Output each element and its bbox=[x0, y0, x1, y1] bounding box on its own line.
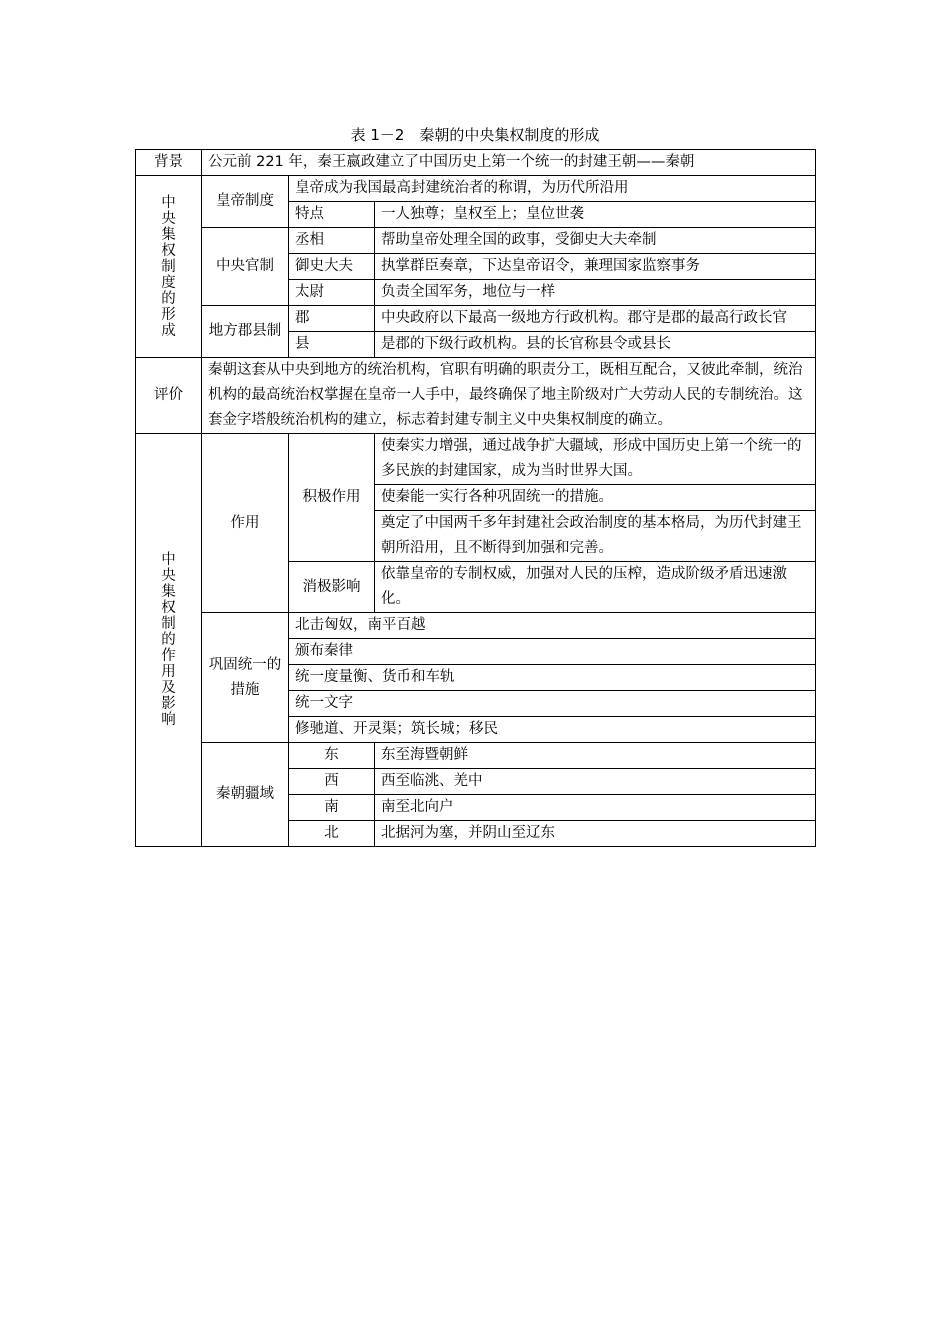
evaluation-label: 评价 bbox=[136, 358, 202, 434]
table-row bbox=[136, 434, 816, 485]
central-text: 帮助皇帝处理全国的政事，受御史大夫牵制 bbox=[375, 228, 816, 254]
role-label: 作用 bbox=[202, 434, 289, 613]
central-text: 负责全国军务，地位与一样 bbox=[375, 280, 816, 306]
emperor-feature-label: 特点 bbox=[289, 202, 375, 228]
emperor-feature-text: 一人独尊；皇权至上；皇位世袭 bbox=[375, 202, 816, 228]
local-name: 县 bbox=[289, 332, 375, 358]
territory-text: 西至临洮、羌中 bbox=[375, 769, 816, 795]
territory-text: 南至北向户 bbox=[375, 795, 816, 821]
negative-label: 消极影响 bbox=[289, 562, 375, 613]
table-row bbox=[136, 176, 816, 202]
system-label-cell bbox=[136, 176, 202, 358]
table-title: 表 1－2 秦朝的中央集权制度的形成 bbox=[350, 126, 600, 144]
positive-label: 积极作用 bbox=[289, 434, 375, 562]
negative-text: 依靠皇帝的专制权威，加强对人民的压榨，造成阶级矛盾迅速激化。 bbox=[375, 562, 816, 613]
local-label: 地方郡县制 bbox=[202, 306, 289, 358]
measure-item: 统一度量衡、货币和车轨 bbox=[289, 665, 816, 691]
measure-item: 统一文字 bbox=[289, 691, 816, 717]
territory-text: 北据河为塞，并阴山至辽东 bbox=[375, 821, 816, 847]
impact-label: 中央集权制的作用及影响 bbox=[161, 552, 176, 728]
local-name: 郡 bbox=[289, 306, 375, 332]
evaluation-text: 秦朝这套从中央到地方的统治机构，官职有明确的职责分工，既相互配合，又彼此牵制，统治机构的最高统治权掌握在皇帝一人手中，最终确保了地主阶级对广大劳动人民的专制统治。这套金字塔般统治机构的建立，标志着封建专制主义中央集权制度的确立。 bbox=[202, 358, 816, 434]
emperor-label: 皇帝制度 bbox=[202, 176, 289, 228]
positive-item: 奠定了中国两千多年封建社会政治制度的基本格局，为历代封建王朝所沿用，且不断得到加强和完善。 bbox=[375, 511, 816, 562]
background-label: 背景 bbox=[136, 150, 202, 176]
central-name: 御史大夫 bbox=[289, 254, 375, 280]
table-row bbox=[136, 358, 816, 434]
measures-label: 巩固统一的措施 bbox=[202, 613, 289, 743]
central-text: 执掌群臣奏章，下达皇帝诏令，兼理国家监察事务 bbox=[375, 254, 816, 280]
qin-centralization-table bbox=[135, 149, 816, 847]
central-label: 中央官制 bbox=[202, 228, 289, 306]
territory-label: 秦朝疆域 bbox=[202, 743, 289, 847]
table-row bbox=[136, 150, 816, 176]
table-row bbox=[136, 306, 816, 332]
background-text: 公元前 221 年，秦王嬴政建立了中国历史上第一个统一的封建王朝——秦朝 bbox=[202, 150, 816, 176]
table-row bbox=[136, 228, 816, 254]
central-name: 太尉 bbox=[289, 280, 375, 306]
measure-item: 北击匈奴，南平百越 bbox=[289, 613, 816, 639]
territory-dir: 东 bbox=[289, 743, 375, 769]
table-row bbox=[136, 613, 816, 639]
territory-dir: 西 bbox=[289, 769, 375, 795]
positive-item: 使秦实力增强，通过战争扩大疆域，形成中国历史上第一个统一的多民族的封建国家，成为当时世界大国。 bbox=[375, 434, 816, 485]
emperor-desc: 皇帝成为我国最高封建统治者的称谓，为历代所沿用 bbox=[289, 176, 816, 202]
impact-label-cell bbox=[136, 434, 202, 847]
central-name: 丞相 bbox=[289, 228, 375, 254]
local-text: 是郡的下级行政机构。县的长官称县令或县长 bbox=[375, 332, 816, 358]
territory-dir: 南 bbox=[289, 795, 375, 821]
local-text: 中央政府以下最高一级地方行政机构。郡守是郡的最高行政长官 bbox=[375, 306, 816, 332]
positive-item: 使秦能一实行各种巩固统一的措施。 bbox=[375, 485, 816, 511]
system-label: 中央集权制度的形成 bbox=[161, 194, 176, 339]
table-row bbox=[136, 743, 816, 769]
measure-item: 颁布秦律 bbox=[289, 639, 816, 665]
measure-item: 修驰道、开灵渠；筑长城；移民 bbox=[289, 717, 816, 743]
territory-dir: 北 bbox=[289, 821, 375, 847]
territory-text: 东至海暨朝鲜 bbox=[375, 743, 816, 769]
